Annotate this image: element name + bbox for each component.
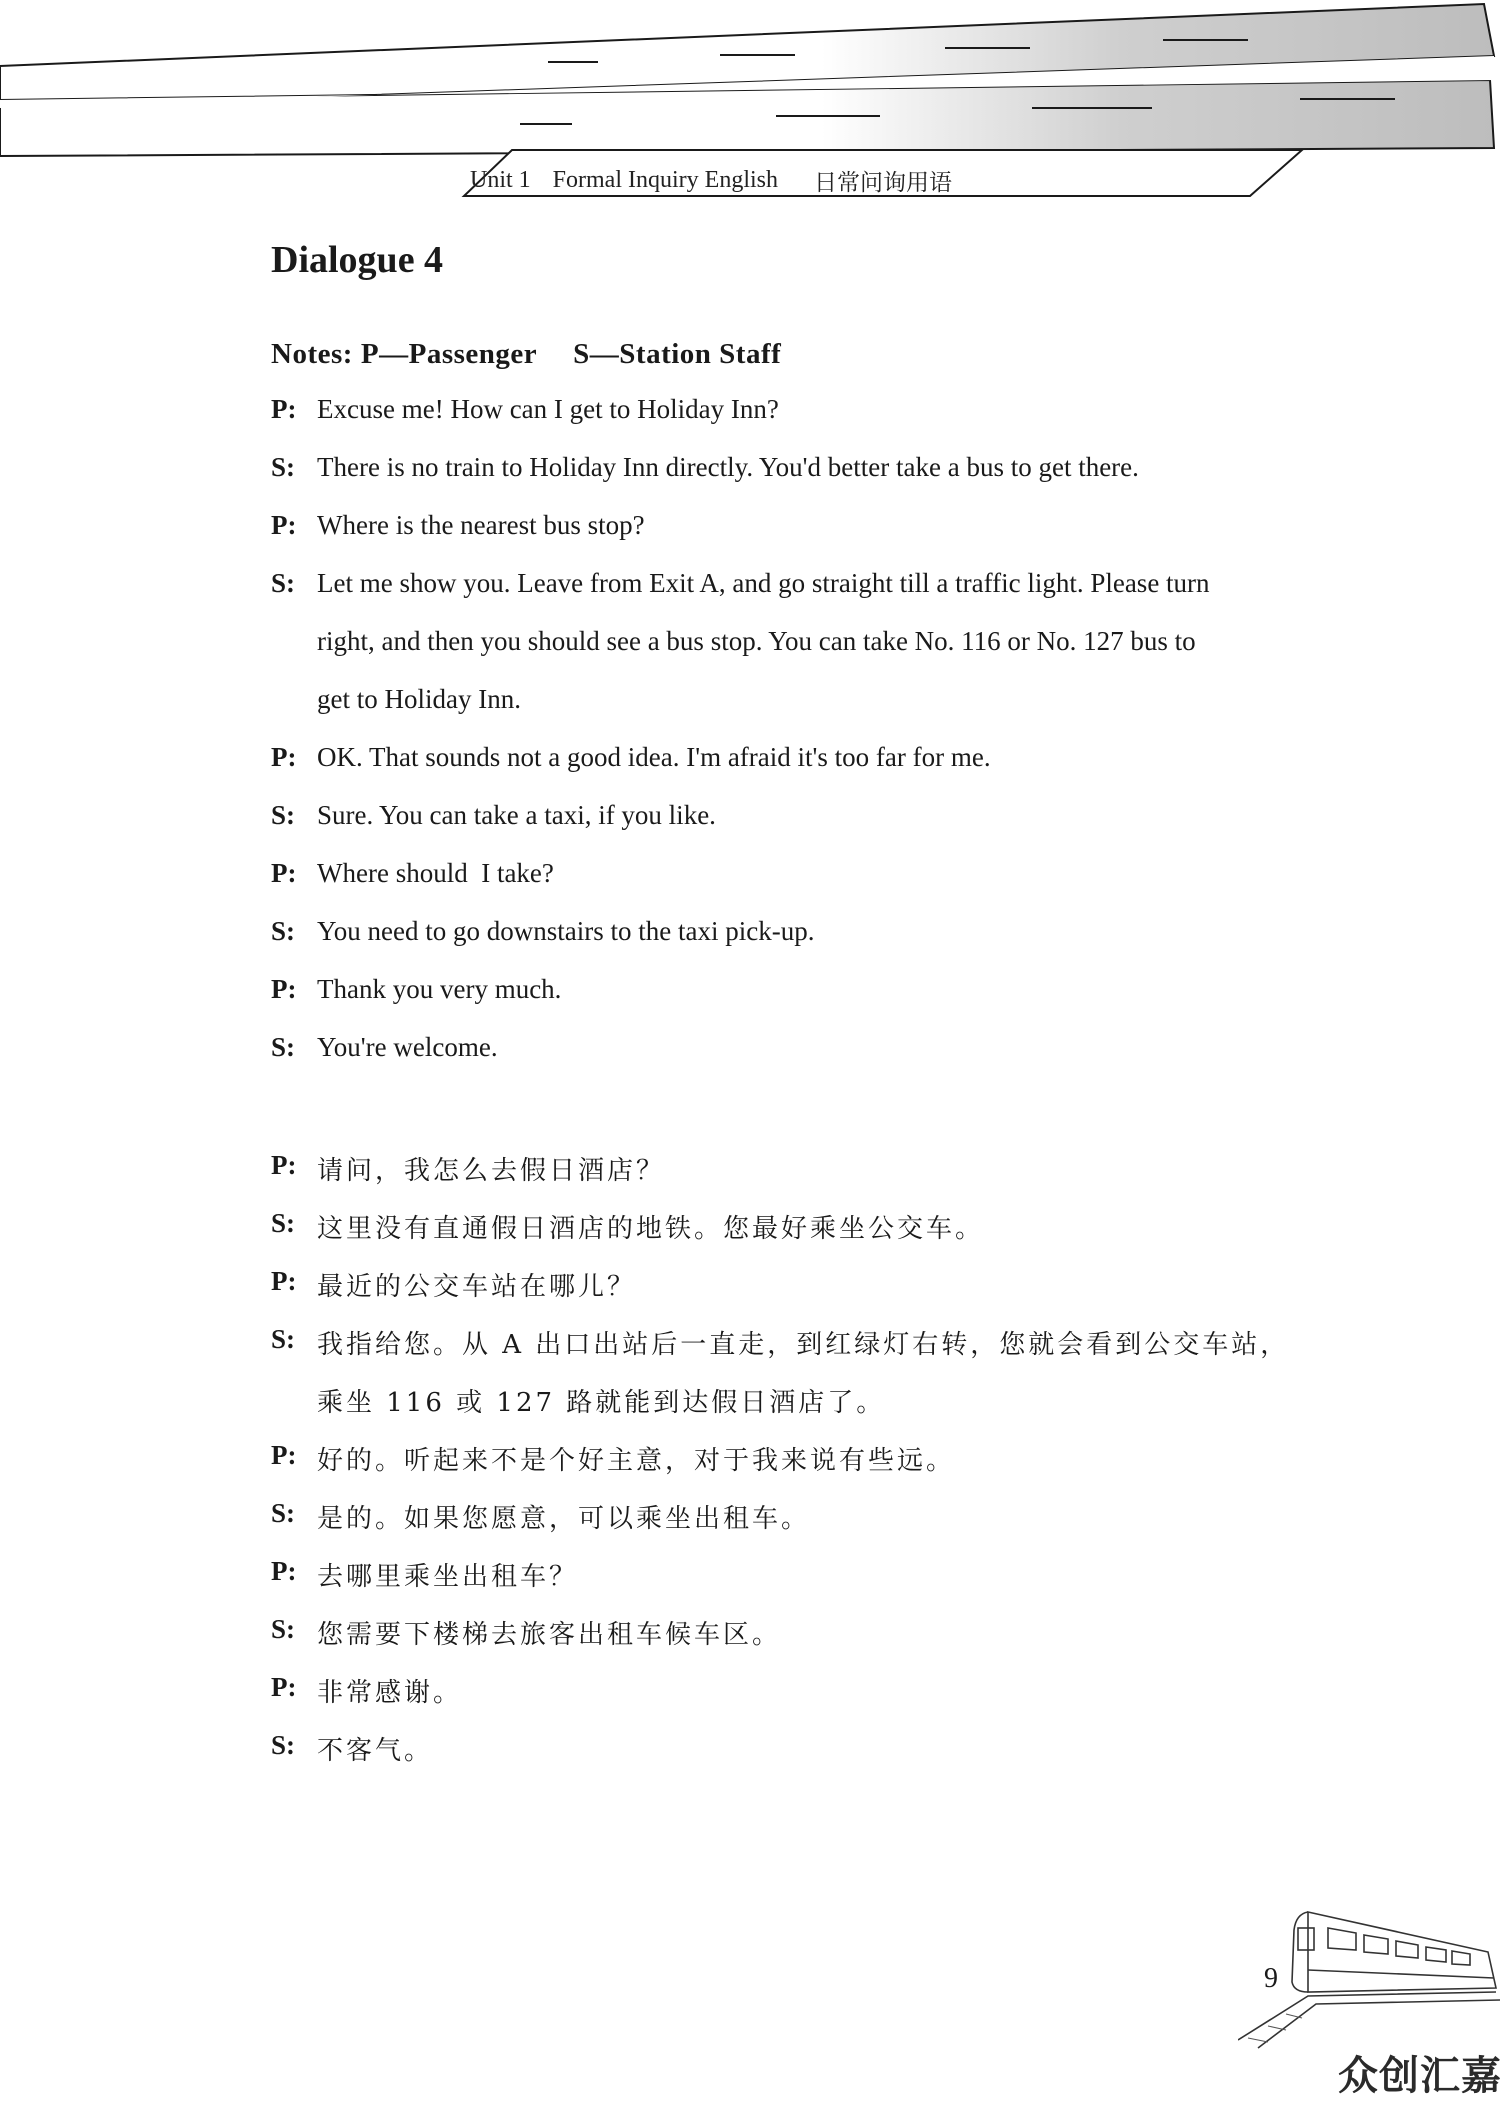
dialogue-line <box>271 1150 1311 1208</box>
dialogue-text: 去哪里乘坐出租车？ <box>317 1562 579 1592</box>
speaker-label: S: <box>271 1032 296 1062</box>
speaker-label: P: <box>271 858 297 888</box>
dialogue-line <box>271 394 1311 452</box>
dialogue-line <box>271 742 1311 800</box>
dialogue-text: 请问，我怎么去假日酒店？ <box>317 1156 666 1186</box>
speaker-label: P: <box>271 1150 297 1180</box>
speaker-label: P: <box>271 742 297 772</box>
speaker-label: S: <box>271 1498 296 1528</box>
dialogue-line <box>271 974 1311 1032</box>
dialogue-line <box>271 916 1311 974</box>
dialogue-line <box>271 1032 1311 1090</box>
speaker-label: S: <box>271 1208 296 1238</box>
running-head-unit: Unit 1 <box>470 166 531 193</box>
speaker-label: P: <box>271 510 297 540</box>
page-number: 9 <box>1264 1963 1278 1994</box>
dialogue-line <box>271 1324 1311 1382</box>
dialogue-text: 好的。听起来不是个好主意，对于我来说有些远。 <box>317 1446 956 1476</box>
dialogue-text: right, and then you should see a bus stop. You can take No. 116 or No. 127 bus to <box>317 626 1196 656</box>
dialogue-line <box>271 1208 1311 1266</box>
dialogue-text: 是的。如果您愿意，可以乘坐出租车。 <box>317 1504 811 1534</box>
speaker-label: P: <box>271 1266 297 1296</box>
speaker-label: S: <box>271 1730 296 1760</box>
dialogue-english <box>271 394 1311 1090</box>
dialogue-line <box>271 858 1311 916</box>
speaker-label: S: <box>271 800 296 830</box>
speaker-label: S: <box>271 568 296 598</box>
dialogue-line-continued <box>271 1382 1311 1440</box>
dialogue-text: Where should I take? <box>317 858 554 888</box>
speaker-label: P: <box>271 1556 297 1586</box>
speaker-label: S: <box>271 1324 296 1354</box>
dialogue-text: There is no train to Holiday Inn directly. You'd better take a bus to get there. <box>317 452 1139 482</box>
speaker-label: S: <box>271 1614 296 1644</box>
dialogue-chinese <box>271 1150 1311 1788</box>
speaker-label: S: <box>271 916 296 946</box>
notes-role-passenger: P—Passenger <box>360 338 538 370</box>
dialogue-text: 我指给您。从 A 出口出站后一直走，到红绿灯右转，您就会看到公交车站， <box>317 1330 1290 1360</box>
dialogue-text: Sure. You can take a taxi, if you like. <box>317 800 716 830</box>
dialogue-text: get to Holiday Inn. <box>317 684 521 714</box>
speaker-label: S: <box>271 452 296 482</box>
watermark-text: 众创汇嘉 <box>1338 2053 1502 2099</box>
dialogue-line-continued <box>271 684 1311 742</box>
dialogue-line <box>271 1614 1311 1672</box>
dialogue-text: OK. That sounds not a good idea. I'm afraid it's too far for me. <box>317 742 991 772</box>
dialogue-text: 您需要下楼梯去旅客出租车候车区。 <box>317 1620 782 1650</box>
dialogue-text: Where is the nearest bus stop? <box>317 510 645 540</box>
speaker-label: P: <box>271 1672 297 1702</box>
dialogue-line <box>271 800 1311 858</box>
dialogue-line <box>271 1730 1311 1788</box>
dialogue-text: Let me show you. Leave from Exit A, and go straight till a traffic light. Please turn <box>317 568 1210 598</box>
dialogue-line <box>271 1556 1311 1614</box>
running-head-topic-cn: 日常问询用语 <box>814 169 952 196</box>
dialogue-line <box>271 1266 1311 1324</box>
dialogue-line <box>271 1498 1311 1556</box>
dialogue-text: Thank you very much. <box>317 974 562 1004</box>
running-head-topic-en: Formal Inquiry English <box>552 166 778 193</box>
dialogue-line <box>271 1672 1311 1730</box>
speaker-label: P: <box>271 974 297 1004</box>
notes-role-staff: S—Station Staff <box>573 338 782 370</box>
dialogue-line <box>271 1440 1311 1498</box>
dialogue-text: You're welcome. <box>317 1032 498 1062</box>
dialogue-text: 乘坐 116 或 127 路就能到达假日酒店了。 <box>317 1388 886 1418</box>
dialogue-text: 非常感谢。 <box>317 1678 463 1708</box>
dialogue-text: 不客气。 <box>317 1736 434 1766</box>
dialogue-text: 这里没有直通假日酒店的地铁。您最好乘坐公交车。 <box>317 1214 985 1244</box>
dialogue-line-continued <box>271 626 1311 684</box>
speaker-label: P: <box>271 1440 297 1470</box>
notes-line <box>271 338 817 371</box>
running-head <box>470 160 1170 200</box>
dialogue-line <box>271 568 1311 626</box>
dialogue-text: 最近的公交车站在哪儿？ <box>317 1272 637 1302</box>
speaker-label: P: <box>271 394 297 424</box>
dialogue-title: Dialogue 4 <box>271 239 444 281</box>
dialogue-line <box>271 510 1311 568</box>
dialogue-line <box>271 452 1311 510</box>
notes-label: Notes: <box>271 338 353 370</box>
dialogue-text: Excuse me! How can I get to Holiday Inn? <box>317 394 779 424</box>
dialogue-text: You need to go downstairs to the taxi pick-up. <box>317 916 815 946</box>
